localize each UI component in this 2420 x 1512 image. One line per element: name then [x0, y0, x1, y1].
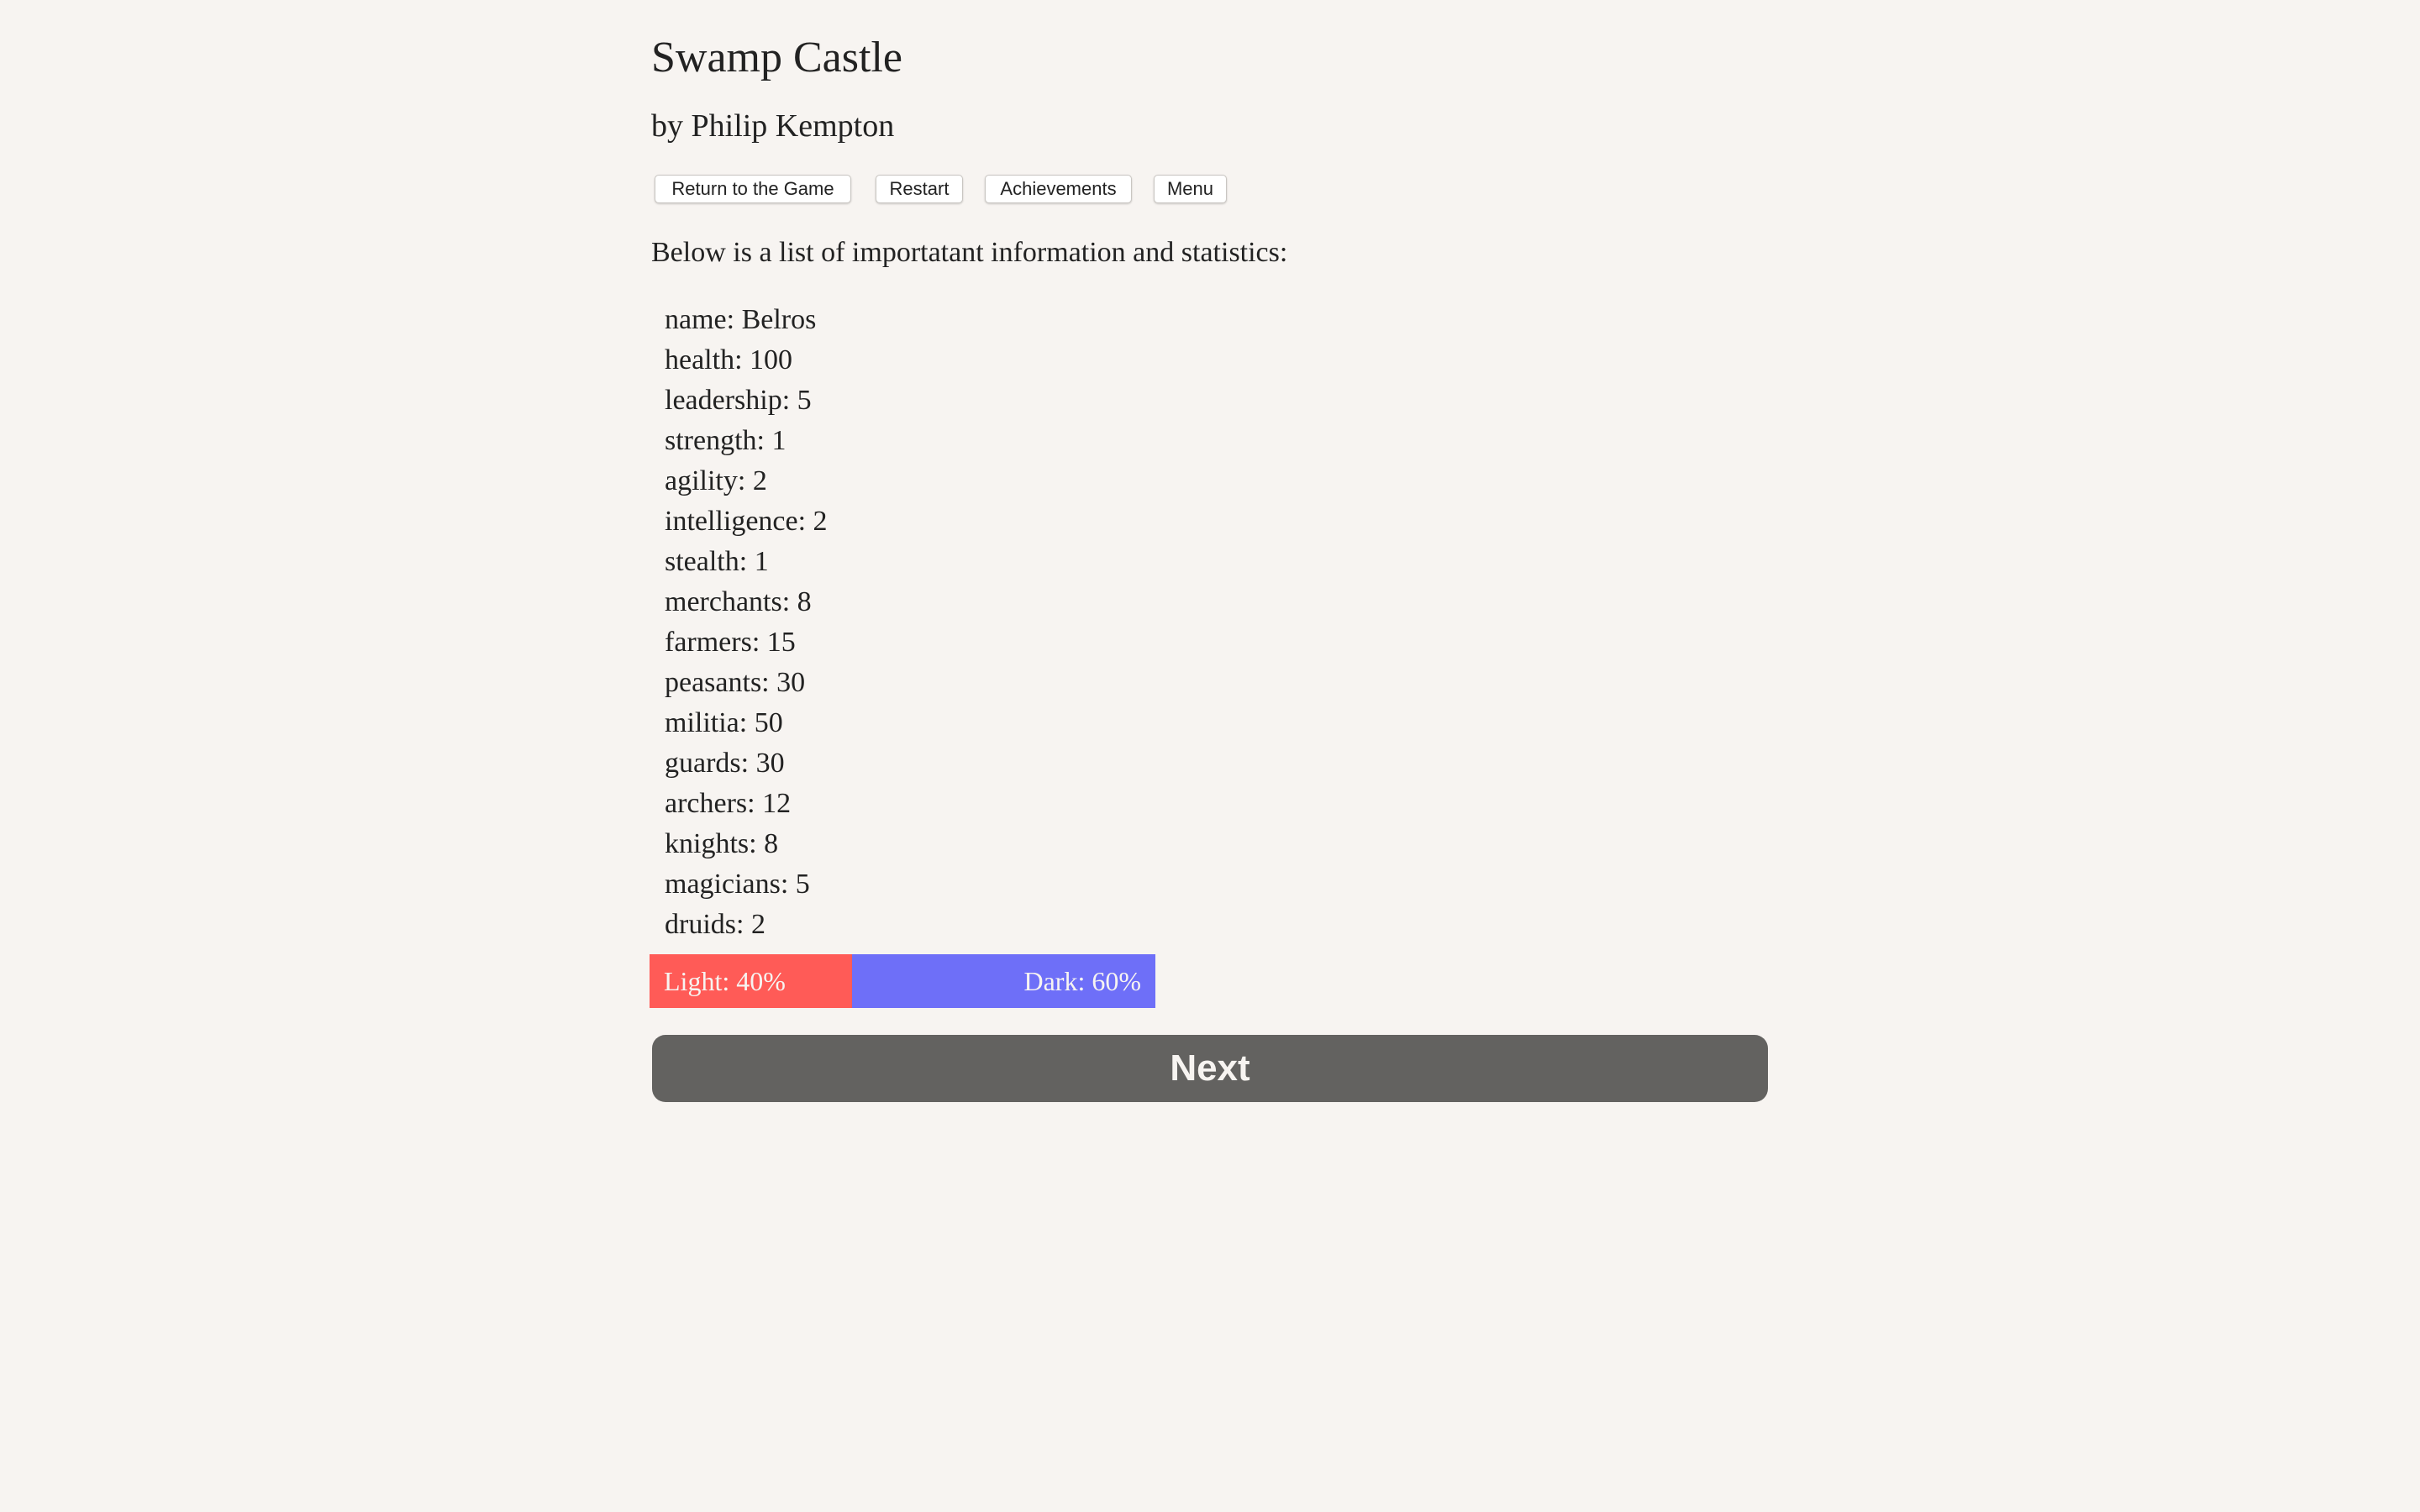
intro-text: Below is a list of importatant information and statistics:	[651, 237, 1288, 268]
menu-button[interactable]: Menu	[1154, 175, 1227, 203]
light-dark-opposed-stat-bar	[650, 954, 1155, 1008]
stat-peasants: peasants: 30	[665, 667, 806, 698]
stat-knights: knights: 8	[665, 828, 779, 859]
return-to-game-button[interactable]: Return to the Game	[655, 175, 851, 203]
stat-farmers: farmers: 15	[665, 627, 796, 658]
stat-druids: druids: 2	[665, 909, 765, 940]
light-segment: Light: 40%	[650, 954, 852, 1008]
stat-merchants: merchants: 8	[665, 586, 812, 617]
stat-archers: archers: 12	[665, 788, 792, 819]
achievements-button[interactable]: Achievements	[985, 175, 1132, 203]
stat-leadership: leadership: 5	[665, 385, 812, 416]
next-button[interactable]: Next	[652, 1035, 1768, 1102]
stat-health: health: 100	[665, 344, 793, 375]
author-byline: by Philip Kempton	[651, 108, 895, 144]
dark-segment: Dark: 60%	[852, 954, 1155, 1008]
game-title: Swamp Castle	[651, 34, 902, 81]
stat-stealth: stealth: 1	[665, 546, 769, 577]
stat-magicians: magicians: 5	[665, 869, 810, 900]
stat-name: name: Belros	[665, 304, 817, 335]
stat-agility: agility: 2	[665, 465, 767, 496]
restart-button[interactable]: Restart	[876, 175, 963, 203]
stat-guards: guards: 30	[665, 748, 785, 779]
meta-toolbar	[651, 175, 1323, 203]
stats-list	[665, 300, 828, 945]
stat-intelligence: intelligence: 2	[665, 506, 828, 537]
stat-strength: strength: 1	[665, 425, 786, 456]
stat-militia: militia: 50	[665, 707, 783, 738]
